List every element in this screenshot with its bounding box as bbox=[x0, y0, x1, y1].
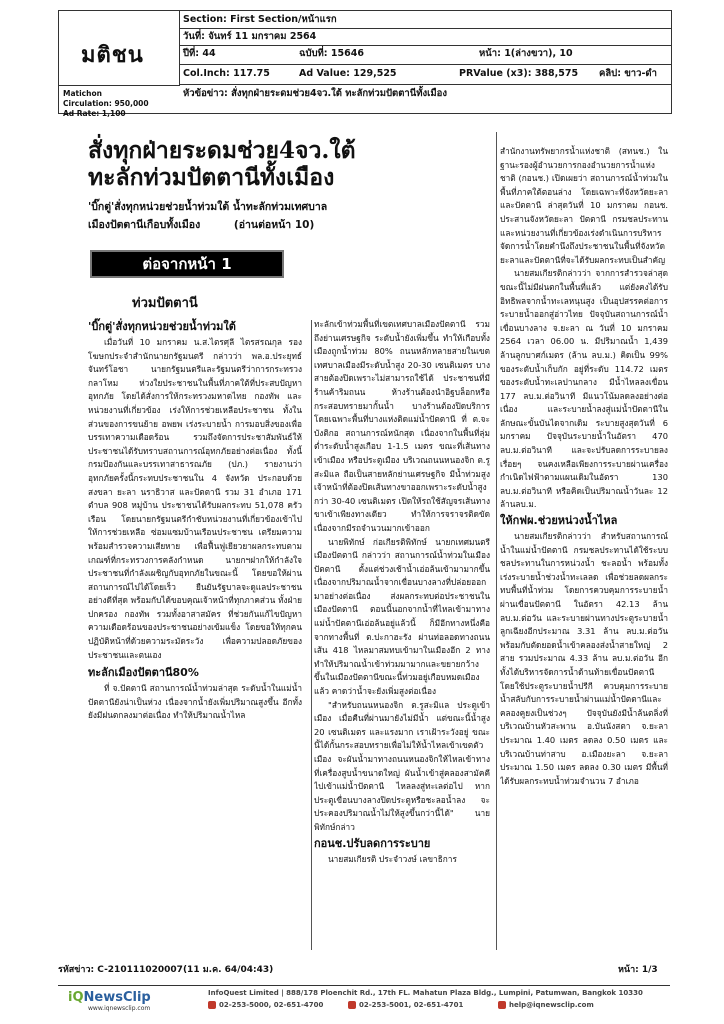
paragraph: สำนักงานทรัพยากรน้ำแห่งชาติ (สทนช.) ในฐานะรองผู้อำนวยการกองอำนวยการน้ำแห่งชาติ (กอนช.) เปิดเผยว่า สถานการณ์น้ำท่วมในพื้นที่ภาคใต้ตอนล่าง โดยเฉพาะที่จังหวัดยะลาและปัตตานี ล่าสุดวันที่ 10 มกราคม กอนช. ประสานจังหวัดยะลา ปัตตานี กรมชลประทาน และหน่วยงานที่เกี่ยวข้องเร่งดำเนินการบริหารจัดการน้ำโดยคำนึงถึงประชาชนในพื้นที่จังหวัดยะลาและปัตตานีที่จะได้รับผลกระทบเป็นสำคัญ bbox=[500, 146, 668, 265]
ad-rate: Ad Rate: 1,100 bbox=[63, 109, 126, 118]
section-title: ท่วมปัตตานี bbox=[132, 296, 198, 311]
date-row bbox=[179, 28, 671, 46]
column-subhead: กอนช.ปรับลดการระบาย bbox=[314, 836, 431, 850]
paragraph: "สำหรับถนนหนองจิก ต.รูสะมิแล ประตูเข้าเมือง เมื่อคืนที่ผ่านมายังไม่มีน้ำ แต่ขณะนี้น้ำสูง 20 เซนติเมตร และแรงมาก เราเฝ้าระวังอยู่ ขณะนี้ได้กั้นกระสอบทรายเพื่อไม่ให้น้ำไหลเข้าเขตตัวเมือง จะผันน้ำมาทางถนนหนองจิกให้ไหลเข้าทางที่เครื่องสูบน้ำขนาดใหญ่ ผันน้ำเข้าสู่คลองสามัคคี ไปเข้าแม่น้ำปัตตานี ไหลลงสู่ทะเลต่อไป หากประตูเขื่อนบางลางปิดประตูหรือชะลอน้ำลง จะประคองปริมาณน้ำไม่ให้สูงขึ้นกว่านี้ได้" นายพิทักษ์กล่าว bbox=[314, 699, 490, 832]
col-inch: Col.Inch: 117.75 bbox=[183, 68, 270, 79]
pr-value: PRValue (x3): 388,575 bbox=[459, 68, 579, 79]
continued-ref: (อ่านต่อหน้า 10) bbox=[233, 219, 315, 231]
logo-cell bbox=[59, 11, 180, 86]
paragraph: นายสมเกียรติ ประจำวงษ์ เลขาธิการ bbox=[328, 853, 457, 864]
column-subhead: ทะลักเมืองปัตตานี80% bbox=[88, 666, 199, 680]
issue: ฉบับที่: 15646 bbox=[299, 48, 364, 59]
year: ปีที่: 44 bbox=[183, 48, 216, 59]
news-code: รหัสข่าว: C-210111020007(11 ม.ค. 64/04:43) bbox=[58, 965, 274, 975]
topic-row bbox=[179, 85, 671, 103]
column-subhead: 'บิ๊กตู่'สั่งทุกหน่วยช่วยน้ำท่วมใต้ bbox=[88, 320, 236, 333]
section: Section: First Section/หน้าแรก bbox=[183, 14, 337, 25]
paragraph: นายสมเกียรติกล่าวว่า สำหรับสถานการณ์น้ำในแม่น้ำปัตตานี กรมชลประทานได้ใช้ระบบชลประทานในการหน่วงน้ำ ชะลอน้ำ พร้อมทั้งเร่งระบายน้ำช่วงน้ำทะเลลด เพื่อช่วยลดผลกระทบพื้นที่น้ำท่วม โดยการควบคุมการระบายน้ำผ่านเขื่อนปัตตานี ในอัตรา 42.13 ล้าน ลบ.ม.ต่อวัน และระบายผ่านทางประตูระบายน้ำลูกเฉียงอีกประมาณ 3.31 ล้าน ลบ.ม.ต่อวัน พร้อมกับตัดยอดน้ำเข้าคลองส่งน้ำสายใหญ่ 2 สาย รวมประมาณ 4.33 ล้าน ลบ.ม.ต่อวัน อีกทั้งได้บริหารจัดการน้ำด้านท้ายเขื่อนปัตตานี โดยใช้ประตูระบายน้ำปรีกี ควบคุมการระบายน้ำสลับกับการระบายน้ำผ่านแม่น้ำปัตตานีและคลองคูยงเป็นช่วงๆ ปัจจุบันยังมีน้ำล้นตลิ่งที่บริเวณบ้านหัวสะพาน อ.บันนังสตา จ.ยะลา ประมาณ 1.40 เมตร ลดลง 0.50 เมตร และบริเวณบ้านท่าสาบ อ.เมืองยะลา จ.ยะลา ประมาณ 1.50 เมตร ลดลง 0.30 เมตร มีพื้นที่ได้รับผลกระทบน้ำท่วมจำนวน 7 อำเภอ bbox=[500, 531, 668, 786]
section-row bbox=[179, 11, 671, 29]
subhead-line-2 bbox=[88, 218, 398, 232]
paragraph: เมื่อวันที่ 10 มกราคม น.ส.ไตรศุลี ไตรสรณกุล รองโฆษกประจำสำนักนายกรัฐมนตรี กล่าวว่า พล.อ.ประยุทธ์ จันทร์โอชา นายกรัฐมนตรีและรัฐมนตรีว่าการกระทรวงกลาโหม ห่วงใยประชาชนในพื้นที่ภาคใต้ที่ประสบปัญหาอุทกภัย โดยได้สั่งการให้กระทรวงมหาดไทย กองทัพ และหน่วยงานที่เกี่ยวข้อง เร่งให้การช่วยเหลือประชาชน ทั้งในส่วนของการขนย้าย อพยพ เร่งระบายน้ำ การมอบสิ่งของเพื่อบรรเทาความเดือดร้อน รวมถึงจัดการประชาสัมพันธ์ให้ประชาชนได้รับทราบสถานการณ์อุทกภัยอย่างต่อเนื่อง ทั้งนี้ กรมป้องกันและบรรเทาสาธารณภัย (ปภ.) รายงานว่า อุทกภัยครั้งนี้กระทบประชาชนใน 4 จังหวัด ประกอบด้วย สงขลา ยะลา นราธิวาส และปัตตานี รวม 31 อำเภอ 171 ตำบล 908 หมู่บ้าน ประชาชนได้รับผลกระทบ 51,078 ครัวเรือน โดยนายกรัฐมนตรีกำชับหน่วยงานที่เกี่ยวข้องเข้าไปให้การช่วยเหลือ ซ่อมแซมบ้านเรือนประชาชน เตรียมความพร้อมสำรวจความเสียหาย เพื่อฟื้นฟูเยียวยาผลกระทบตามเกณฑ์ที่กระทรวงการคลังกำหนด นายกฯฝากให้กำลังใจประชาชนที่กำลังเผชิญกับอุทกภัยในขณะนี้ โดยขอให้ผ่านสถานการณ์ไปได้โดยเร็ว ยืนยันรัฐบาลจะดูแลประชาชนอย่างดีที่สุด พร้อมกับได้ขอบคุณเจ้าหน้าที่ทุกภาคส่วน ทั้งฝ่ายปกครอง กองทัพ รวมทั้งอาสาสมัคร ที่ช่วยกันแก้ไขปัญหาความเดือดร้อนของประชาชนอย่างเข้มแข็ง โดยขอให้ทุกคนปฏิบัติหน้าที่ด้วยความระมัดระวัง เพื่อความปลอดภัยของประชาชนและตนเอง bbox=[88, 337, 302, 660]
continued-banner: ต่อจากหน้า 1 bbox=[90, 250, 284, 278]
column-divider bbox=[311, 320, 312, 950]
column-1 bbox=[88, 318, 302, 950]
iqnewsclip-logo bbox=[68, 990, 151, 1005]
email-contact bbox=[498, 1001, 594, 1009]
column-2 bbox=[314, 318, 490, 950]
page-info: หน้า: 1(ล่างขวา), 10 bbox=[479, 48, 573, 59]
company-address: InfoQuest Limited | 888/178 Ploenchit Rd., 17th FL. Mahatun Plaza Bldg., Lumpini, Patumwan, Bangkok 10330 bbox=[208, 989, 643, 997]
issue-row bbox=[179, 45, 671, 65]
page-counter: หน้า: 1/3 bbox=[618, 965, 658, 975]
paragraph: ที่ จ.ปัตตานี สถานการณ์น้ำท่วมล่าสุด ระดับน้ำในแม่น้ำปัตตานียังน่าเป็นห่วง เนื่องจากน้ำยังเพิ่มปริมาณสูงขึ้น อีกทั้งยังมีฝนตกลงมาต่อเนื่อง ทำให้ปริมาณน้ำไหล bbox=[88, 683, 302, 721]
phone-icon bbox=[208, 1001, 216, 1009]
column-3 bbox=[500, 145, 668, 950]
phone-contact bbox=[208, 1001, 323, 1009]
paragraph: นายสมเกียรติกล่าวว่า จากการสำรวจล่าสุด ขณะนี้ไม่มีฝนตกในพื้นที่แล้ว แต่ยังคงได้รับอิทธิพลจากน้ำทะเลหนุนสูง เป็นอุปสรรคต่อการระบายน้ำออกสู่อ่าวไทย ปัจจุบันสถานการณ์น้ำเขื่อนบางลาง จ.ยะลา ณ วันที่ 10 มกราคม 2564 เวลา 06.00 น. มีปริมาณน้ำ 1,439 ล้านลูกบาศก์เมตร (ล้าน ลบ.ม.) คิดเป็น 99% ของระดับน้ำเก็บกัก อยู่ที่ระดับ 114.72 เมตรของระดับน้ำทะเลปานกลาง มีน้ำไหลลงเขื่อน 177 ลบ.ม.ต่อวินาที มีแนวโน้มลดลงอย่างต่อเนื่อง และระบายน้ำลงสู่แม่น้ำปัตตานีในลักษณะขั้นบันไดจากเดิม ระบายสูงสุดวันที่ 6 มกราคม ปัจจุบันระบายน้ำในอัตรา 470 ลบ.ม.ต่อวินาที และจะปรับลดการระบายลงเรื่อยๆ จนคงเหลือเพียงการระบายผ่านเครื่องกำเนิดไฟฟ้าตามแผนเดิมในอัตรา 130 ลบ.ม.ต่อวินาที หรือคิดเป็นปริมาณน้ำวันละ 12 ล้านลบ.ม. bbox=[500, 268, 668, 510]
clip-header bbox=[58, 10, 672, 118]
paragraph: นายพิทักษ์ ก่อเกียรติพิทักษ์ นายกเทศมนตรีเมืองปัตตานี กล่าวว่า สถานการณ์น้ำท่วมในเมืองปัตตานี ตั้งแต่ช่วงเช้าน้ำเอ่อล้นเข้ามามากขึ้น เนื่องจากปริมาณน้ำจากเขื่อนบางลางที่ปล่อยออกมาอย่างต่อเนื่อง ส่งผลกระทบต่อประชาชนในเมืองปัตตานี ตอนนี้นอกจากน้ำที่ไหลเข้ามาทางแม่น้ำปัตตานีเอ่อล้นอยู่แล้วนี้ ก็มีอีกทางหนึ่งคือจากทางพื้นที่ ต.ปะกาฮะรัง ผ่านท่อลอดทางถนนเส้น 418 ไหลมาสมทบเข้ามาในเมืองอีก 2 ทาง ทำให้ปริมาณน้ำเข้าท่วมมามากและขยายกว้างขึ้นในเมืองปัตตานีขณะนี้ท่วมอยู่เกือบหมดเมืองแล้ว คาดว่าน้ำจะยังเพิ่มสูงต่อเนื่อง bbox=[314, 536, 490, 697]
email-address[interactable]: help@iqnewsclip.com bbox=[509, 1001, 594, 1009]
headline-line-2: ทะลักท่วมปัตตานีทั้งเมือง bbox=[88, 164, 335, 191]
ad-value: Ad Value: 129,525 bbox=[299, 68, 397, 79]
phone-number: 02-253-5000, 02-651-4700 bbox=[219, 1001, 324, 1009]
footer-bar bbox=[58, 985, 670, 1014]
column-subhead: ให้กฟผ.ช่วยหน่วงน้ำไหล bbox=[500, 514, 618, 528]
clip-color: คลิป: ขาว-ดำ bbox=[599, 68, 657, 79]
email-icon bbox=[498, 1001, 506, 1009]
column-divider bbox=[496, 132, 497, 950]
fax-number: 02-253-5001, 02-651-4701 bbox=[359, 1001, 464, 1009]
fax-icon bbox=[348, 1001, 356, 1009]
paper-name: Matichon bbox=[63, 89, 102, 98]
subhead-text: เมืองปัตตานีเกือบทั้งเมือง bbox=[88, 219, 201, 231]
date: วันที่: จันทร์ 11 มกราคม 2564 bbox=[183, 31, 317, 42]
topic: หัวข้อข่าว: สั่งทุกฝ่ายระดมช่วย4จว.ใต้ ทะลักท่วมปัตตานีทั้งเมือง bbox=[183, 88, 447, 99]
paragraph: ทะลักเข้าท่วมพื้นที่เขตเทศบาลเมืองปัตตานี รวมถึงย่านเศรษฐกิจ ระดับน้ำยังเพิ่มขึ้น ทำให้เกือบทั้งเมืองถูกน้ำท่วม 80% ถนนหลักหลายสายในเขตเทศบาลเมืองมีระดับน้ำสูง 20-30 เซนติเมตร บางสายต้องปิดเพราะไม่สามารถใช้ได้ ประชาชนที่มีร้านค้าริมถนน ห้างร้านต้องนำอิฐบล็อกหรือกระสอบทรายมากั้นน้ำ บางร้านต้องปิดบริการ โดยเฉพาะพื้นที่บางแห่งติดแม่น้ำปัตตานี ที่ ต.จะบังติกอ สถานการณ์หนักสุด เนื่องจากในพื้นที่ลุ่มต่ำระดับน้ำสูงเกือบ 1-1.5 เมตร ขณะที่เส้นทางเข้าเมือง หรือประตูเมือง บริเวณถนนหนองจิก ต.รูสะมิแล ถือเป็นสายหลักย่านเศรษฐกิจ มีน้ำท่วมสูง เจ้าหน้าที่ต้องปิดเส้นทางขาออกเพราะระดับน้ำสูงกว่า 30-40 เซนติเมตร เปิดให้รถใช้สัญจรเส้นทางขาเข้าเพียงทางเดียว ทำให้การจราจรติดขัดเนื่องจากมีรถจำนวนมากเข้าออก bbox=[314, 319, 490, 533]
circulation: Circulation: 950,000 bbox=[63, 99, 149, 108]
subhead-line-1: 'บิ๊กตู่'สั่งทุกหน่วยช่วยน้ำท่วมใต้ น้ำทะลักท่วมเทศบาล bbox=[88, 201, 328, 213]
headline-line-1: สั่งทุกฝ่ายระดมช่วย4จว.ใต้ bbox=[88, 137, 356, 164]
logo-url: www.iqnewsclip.com bbox=[88, 1005, 151, 1012]
newspaper-logo: มติชน bbox=[81, 42, 144, 68]
fax-contact bbox=[348, 1001, 463, 1009]
logo-part: NewsClip bbox=[83, 990, 151, 1005]
logo-part: iQ bbox=[68, 990, 84, 1005]
value-row bbox=[179, 65, 671, 85]
